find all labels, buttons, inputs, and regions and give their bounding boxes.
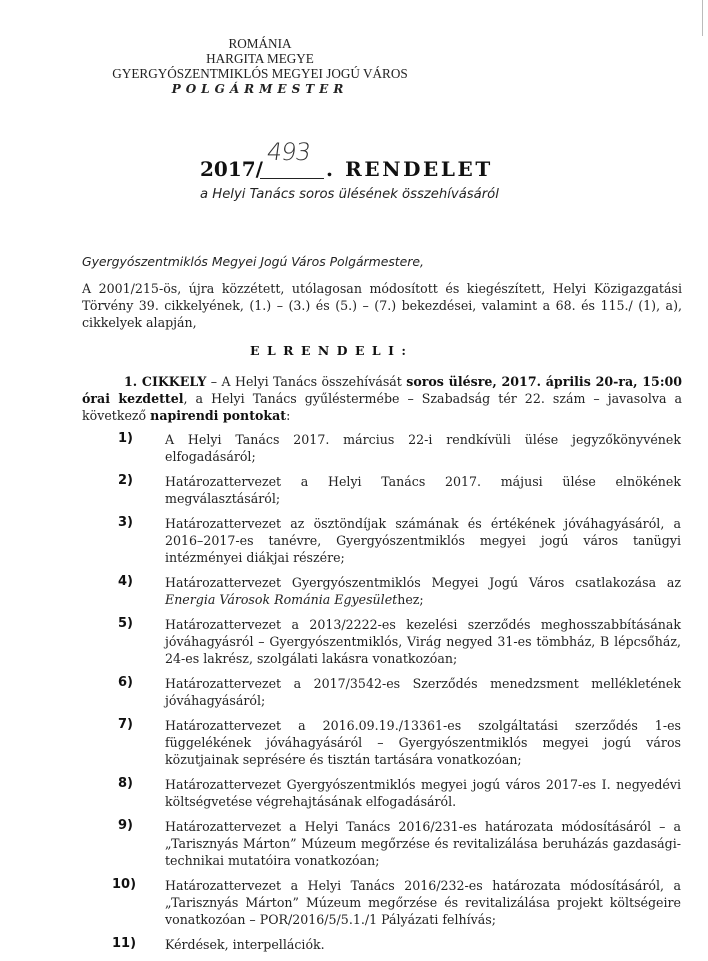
article-1 — [82, 373, 682, 424]
title-word: . RENDELET — [326, 157, 493, 181]
agenda-item — [0, 574, 708, 608]
agenda-item — [0, 776, 708, 810]
agenda-list — [0, 431, 708, 961]
agenda-item — [0, 675, 708, 709]
agenda-text: Határozattervezet a Helyi Tanács 2017. májusi ülése elnökének megválasztásáról; — [165, 474, 681, 506]
letterhead-city: GYERGYÓSZENTMIKLÓS MEGYEI JOGÚ VÁROS — [112, 66, 408, 81]
agenda-text — [165, 574, 681, 608]
agenda-text-after: hez; — [397, 592, 424, 607]
article-text-2: , a Helyi Tanács gyűléstermébe – Szabadság tér 22. szám – javasolva a következő — [82, 391, 682, 423]
agenda-text: Határozattervezet a 2013/2222-es kezelési szerződés meghosszabbításának jóváhagyásról – Gyergyószentmiklós, Virág negyed 31-es tömbház, B lépcsőház, 24-es lakrész, szolgálati lakásra vonatkozóan; — [165, 617, 681, 666]
agenda-text: Határozattervezet Gyergyószentmiklós megyei jogú város 2017-es I. negyedévi költségvetése végrehajtásának elfogadásáról. — [165, 777, 681, 809]
scan-edge-mark — [702, 0, 703, 36]
agenda-number: 1) — [118, 431, 133, 446]
agenda-item — [0, 717, 708, 768]
agenda-item — [0, 473, 708, 507]
letterhead-country: ROMÁNIA — [228, 36, 292, 51]
agenda-item — [0, 818, 708, 869]
letterhead-role: POLGÁRMESTER — [171, 82, 349, 96]
handwritten-number: 493 — [265, 138, 312, 166]
agenda-number: 4) — [118, 574, 133, 589]
title-year: 2017/ — [200, 157, 263, 181]
document-subtitle: a Helyi Tanács soros ülésének összehívásáról — [200, 187, 499, 202]
agenda-text: Határozattervezet a 2017/3542-es Szerződés menedzsment mellékletének jóváhagyásáról; — [165, 676, 681, 708]
article-text-1: – A Helyi Tanács összehívását — [206, 374, 407, 389]
agenda-text: A Helyi Tanács 2017. március 22-i rendkívüli ülése jegyzőkönyvének elfogadásáról; — [165, 432, 681, 464]
agenda-number: 7) — [118, 717, 133, 732]
document-title — [200, 138, 530, 182]
agenda-item — [0, 936, 708, 953]
article-bold-2: napirendi pontokat — [150, 408, 287, 423]
agenda-text-before: Határozattervezet Gyergyószentmiklós Megyei Jogú Város csatlakozása az — [165, 575, 681, 590]
letterhead-county: HARGITA MEGYE — [206, 51, 314, 66]
agenda-text: Határozattervezet a 2016.09.19./13361-es szolgáltatási szerződés 1-es függelékének jóváhagyásáról – Gyergyószentmiklós megyei jogú város közutjainak seprésére és tisztán tartására vonatkozóan; — [165, 718, 681, 767]
agenda-text: Határozattervezet az ösztöndíjak számának és értékének jóváhagyásáról, a 2016–2017-es tanévre, Gyergyószentmiklós megyei jogú város tanügyi intézményei diákjai részére; — [165, 516, 681, 565]
letterhead — [60, 36, 460, 97]
agenda-number: 8) — [118, 776, 133, 791]
agenda-item — [0, 616, 708, 667]
agenda-number: 10) — [112, 877, 137, 892]
preamble: A 2001/215-ös, újra közzétett, utólagosan módosított és kiegészített, Helyi Közigazgatási Törvény 39. cikkelyének, (1.) – (3.) és (5.) – (7.) bekezdései, valamint a 68. és 115./ (1), a), cikkelyek alapján, — [82, 281, 682, 330]
article-bold-1: soros ülésre, 2017. április 20-ra, 15:00 órai kezdettel — [82, 374, 682, 406]
agenda-item — [0, 431, 708, 465]
agenda-text: Kérdések, interpellációk. — [165, 937, 325, 952]
agenda-number: 3) — [118, 515, 133, 530]
agenda-number: 9) — [118, 818, 133, 833]
agenda-number: 5) — [118, 616, 133, 631]
agenda-text-italic: Energia Városok Románia Egyesület — [165, 592, 398, 607]
agenda-text: Határozattervezet a Helyi Tanács 2016/231-es határozata módosításáról – a „Tarisznyás Márton” Múzeum megőrzése és revitalizálása beruházás gazdasági-technikai mutatóira vonatkozóan; — [165, 819, 681, 868]
agenda-number: 2) — [118, 473, 133, 488]
addressee: Gyergyószentmiklós Megyei Jogú Város Polgármestere, — [82, 254, 424, 269]
number-blank-line — [260, 178, 324, 179]
decree-heading: ELRENDELI: — [250, 343, 414, 358]
agenda-number: 11) — [112, 936, 137, 951]
agenda-number: 6) — [118, 675, 133, 690]
article-text-3: : — [286, 408, 291, 423]
agenda-text: Határozattervezet a Helyi Tanács 2016/232-es határozata módosításáról, a „Tarisznyás Márton” Múzeum megőrzése és revitalizálása projekt költségeire vonatkozóan – POR/2016/5/5.1./1 Pályázati felhívás; — [165, 878, 681, 927]
agenda-item — [0, 877, 708, 928]
agenda-item — [0, 515, 708, 566]
article-label: 1. CIKKELY — [124, 374, 207, 389]
